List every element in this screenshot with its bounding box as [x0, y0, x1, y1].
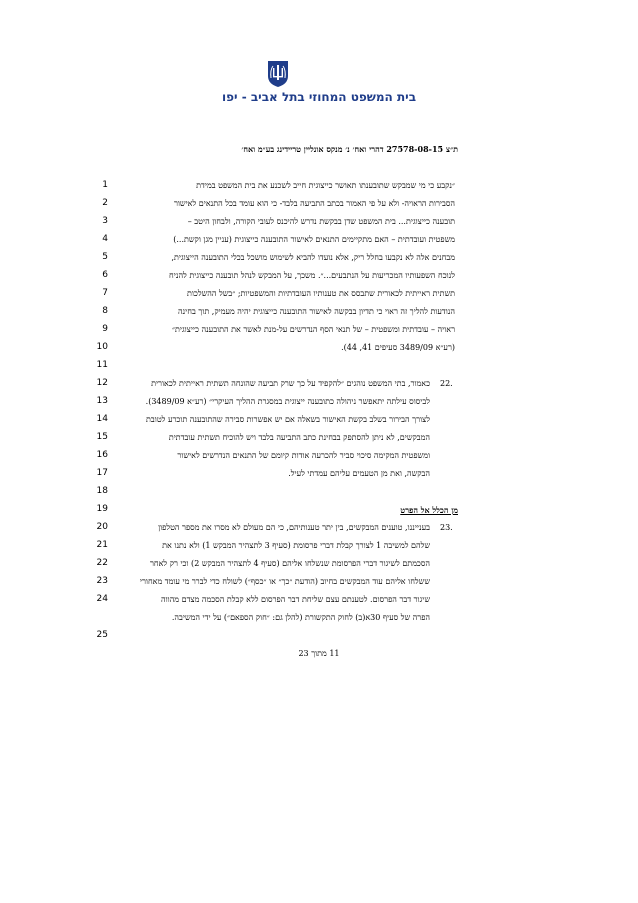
- text-line: תובענה כייצוגית... בית המשפט שדן בבקשת נדרש להיכנס לעובי הקורה, ולבחון היטב –: [187, 217, 455, 226]
- text-line: תשתית ראייתית לכאורית שתבסס את טענותיו העובדתיות והמשפטיות; ״בשל ההשלכות: [186, 289, 455, 298]
- case-number-line: ת״צ 27578-08-15 דהרי ואח׳ נ׳ מנקס אונליין טריידינג בע״מ ואח׳: [241, 144, 458, 154]
- line-number: 3: [102, 216, 108, 226]
- text-line: בענייננו, טוענים המבקשים, בין יתר טענותיהם, כי הם מעולם לא מסרו את מספר הטלפון: [158, 523, 430, 532]
- text-line: כאמור, בתי המשפט נוהגים ״להקפיד על כך שרק תביעה שהונחה תשתית ראייתית לכאורית: [151, 379, 430, 388]
- line-number: 6: [102, 270, 108, 280]
- text-line: לצורך הבירור בשלב בקשת האישור בשאלה אם יש אפשרות סבירה שהתובענה תוכרע לטובת: [146, 415, 430, 424]
- text-line: (רע״א 3489/09 סעיפים 41, 44).: [341, 343, 455, 352]
- line-number: 19: [96, 504, 108, 514]
- line-number: 20: [96, 522, 108, 532]
- section-heading: מן הכלל אל הפרט: [400, 505, 458, 515]
- line-number: 23: [96, 576, 108, 586]
- line-number: 7: [102, 288, 108, 298]
- text-line: מבחנים אלה לא נקבעו בחלל ריק, אלא נועדו להביא לשימוש מושכל בכלי התובענה הייצוגית,: [171, 253, 455, 262]
- line-number: 17: [96, 468, 108, 478]
- text-line: הבקשה, ואת מן הטעמים עליהם עמדתי לעיל.: [288, 469, 430, 478]
- text-line: לביסוס עילתה יתאפשר ניהולה כתובענה ייצוגית במסגרת ההליך העיקרי״ (רע״א 3489/09).: [145, 397, 430, 406]
- line-number: 24: [96, 594, 108, 604]
- text-line: שלהם למשיבה 1 לצורך קבלת דברי פרסומת (סעיף 3 לתצהיר המבקש 1) ולא נתנו את: [162, 541, 430, 550]
- text-line: ששלחו אליהם עוד המבקשים בחיוב (הודעת ״כך״ או ״כסף״) לשולח כדי לברר מי עומד מאחורי: [139, 577, 430, 586]
- line-number: 5: [102, 252, 108, 262]
- line-number: 14: [96, 414, 108, 424]
- text-line: הסבירות הראויה- ולא על פי האמור בכתב התביעה בלבד- כי הוא עומד בכל התנאים לאישור: [173, 199, 455, 208]
- court-name: בית המשפט המחוזי בתל אביב - יפו: [221, 90, 417, 104]
- page-footer: 11 מתוך 23: [298, 649, 340, 658]
- text-line: ״נקבע כי מי שמבקש שתובענתו תאושר כייצוגית חייב לשכנע את בית המשפט במידת: [196, 181, 455, 190]
- paragraph-number: 22.: [440, 379, 453, 388]
- line-number: 16: [96, 450, 108, 460]
- line-number: 2: [102, 198, 108, 208]
- line-number: 21: [96, 540, 108, 550]
- text-line: המבקשים, לא ניתן להסתפק בבחינת כתב התביעה בלבד ויש להוכיח תשתית עובדתית: [168, 433, 430, 442]
- state-emblem-icon: [263, 58, 293, 88]
- line-number: 4: [102, 234, 108, 244]
- line-number: 18: [96, 486, 108, 496]
- line-number: 10: [96, 342, 108, 352]
- paragraph-number: 23.: [440, 523, 453, 532]
- line-number: 9: [102, 324, 108, 334]
- text-line: הסכמתם לשיגור דברי הפרסומת שנשלחו אליהם (סעיף 4 לתצהיר המבקש 2) וכי רק לאחר: [149, 559, 430, 568]
- line-number: 8: [102, 306, 108, 316]
- text-line: ראויה – עובדתית ומשפטית – של תנאי הסף הנדרשים על-מנת לאשר את התובענה כייצוגית״: [171, 325, 455, 334]
- line-number: 13: [96, 396, 108, 406]
- text-line: הנודעות להליך זה ראוי כי תדיון בבקשה לאישור התובענה כייצוגית יהיה מעמיק, תוך בחינה: [177, 307, 455, 316]
- line-number: 15: [96, 432, 108, 442]
- text-line: ומשפטית המקימה סיכוי סביר להכרעה אודות קיומם של התנאים הנדרשים לאישור: [177, 451, 430, 460]
- text-line: הפרה של סעיף 30א(ב) לחוק התקשורת (להלן גם: ״חוק הספאם״) על ידי המשיבה.: [171, 613, 430, 622]
- line-number: 12: [96, 378, 108, 388]
- text-line: לנוכח השפעותיו המכריעות על הנתבעים...״. משכך, על המבקש לנהל תובענה כייצוגית להניח: [169, 271, 455, 280]
- line-number: 11: [96, 360, 108, 370]
- text-line: משפטית ועובדתית – האם מתקיימים התנאים לאישור התובענה כייצוגית (עניין מגן וקשת...): [173, 235, 455, 244]
- line-number: 25: [96, 630, 108, 640]
- line-number: 22: [96, 558, 108, 568]
- text-line: שיגור דבר הפרסום. לטענתם עצם שליחת דבר הפרסום ללא קבלת הסכמה מצדם מהווה: [161, 595, 430, 604]
- line-number: 1: [102, 180, 108, 190]
